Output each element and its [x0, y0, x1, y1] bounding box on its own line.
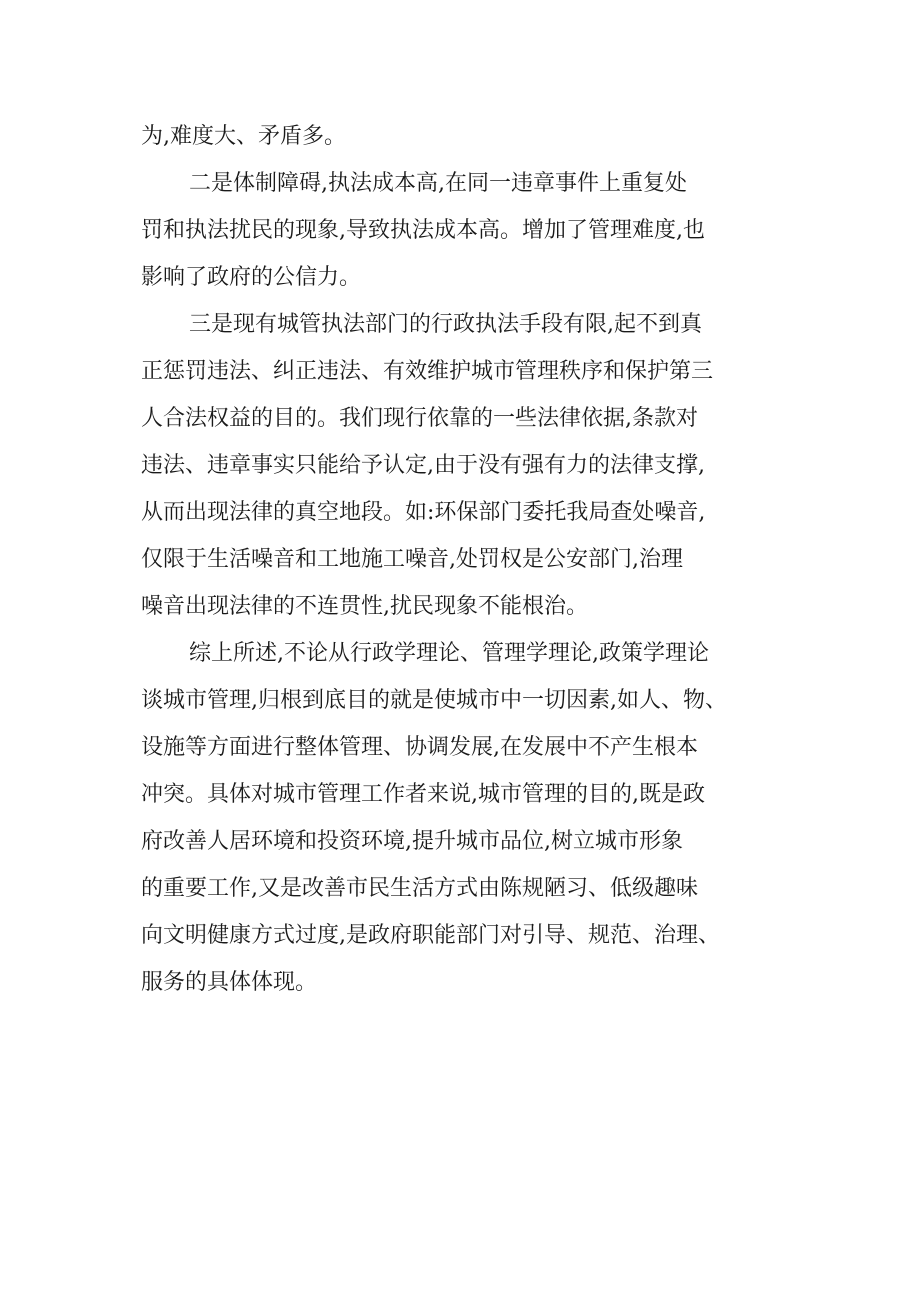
- paragraph-continuation: [141, 113, 781, 160]
- text-line: 谈城市管理,归根到底目的就是使城市中一切因素,如人、物、: [141, 688, 727, 713]
- text-line: 二是体制障碍,执法成本高,在同一违章事件上重复处: [189, 171, 687, 196]
- document-body: [141, 113, 781, 1006]
- text-line: 人合法权益的目的。我们现行依靠的一些法律依据,条款对: [141, 406, 698, 431]
- paragraph-system-obstacles: [141, 160, 781, 301]
- text-line: 影响了政府的公信力。: [141, 265, 362, 290]
- text-line: 三是现有城管执法部门的行政执法手段有限,起不到真: [189, 312, 702, 337]
- text-line: 从而出现法律的真空地段。如:环保部门委托我局查处噪音,: [141, 500, 706, 525]
- text-line: 综上所述,不论从行政学理论、管理学理论,政策学理论: [189, 641, 709, 666]
- text-line: 服务的具体体现。: [141, 970, 318, 995]
- paragraph-summary: [141, 630, 781, 1006]
- text-line: 向文明健康方式过度,是政府职能部门对引导、规范、治理、: [141, 923, 720, 948]
- text-line: 罚和执法扰民的现象,导致执法成本高。增加了管理难度,也: [141, 218, 705, 243]
- text-line: 仅限于生活噪音和工地施工噪音,处罚权是公安部门,治理: [141, 547, 683, 572]
- text-line: 噪音出现法律的不连贯性,扰民现象不能根治。: [141, 594, 588, 619]
- text-line: 府改善人居环境和投资环境,提升城市品位,树立城市形象: [141, 829, 683, 854]
- text-line: 正惩罚违法、纠正违法、有效维护城市管理秩序和保护第三: [141, 359, 714, 384]
- text-line: 的重要工作,又是改善市民生活方式由陈规陋习、低级趣味: [141, 876, 698, 901]
- paragraph-enforcement-limits: [141, 301, 781, 630]
- text-line: 冲突。具体对城市管理工作者来说,城市管理的目的,既是政: [141, 782, 705, 807]
- text-line: 为,难度大、矛盾多。: [141, 124, 346, 149]
- text-line: 设施等方面进行整体管理、协调发展,在发展中不产生根本: [141, 735, 698, 760]
- text-line: 违法、违章事实只能给予认定,由于没有强有力的法律支撑,: [141, 453, 705, 478]
